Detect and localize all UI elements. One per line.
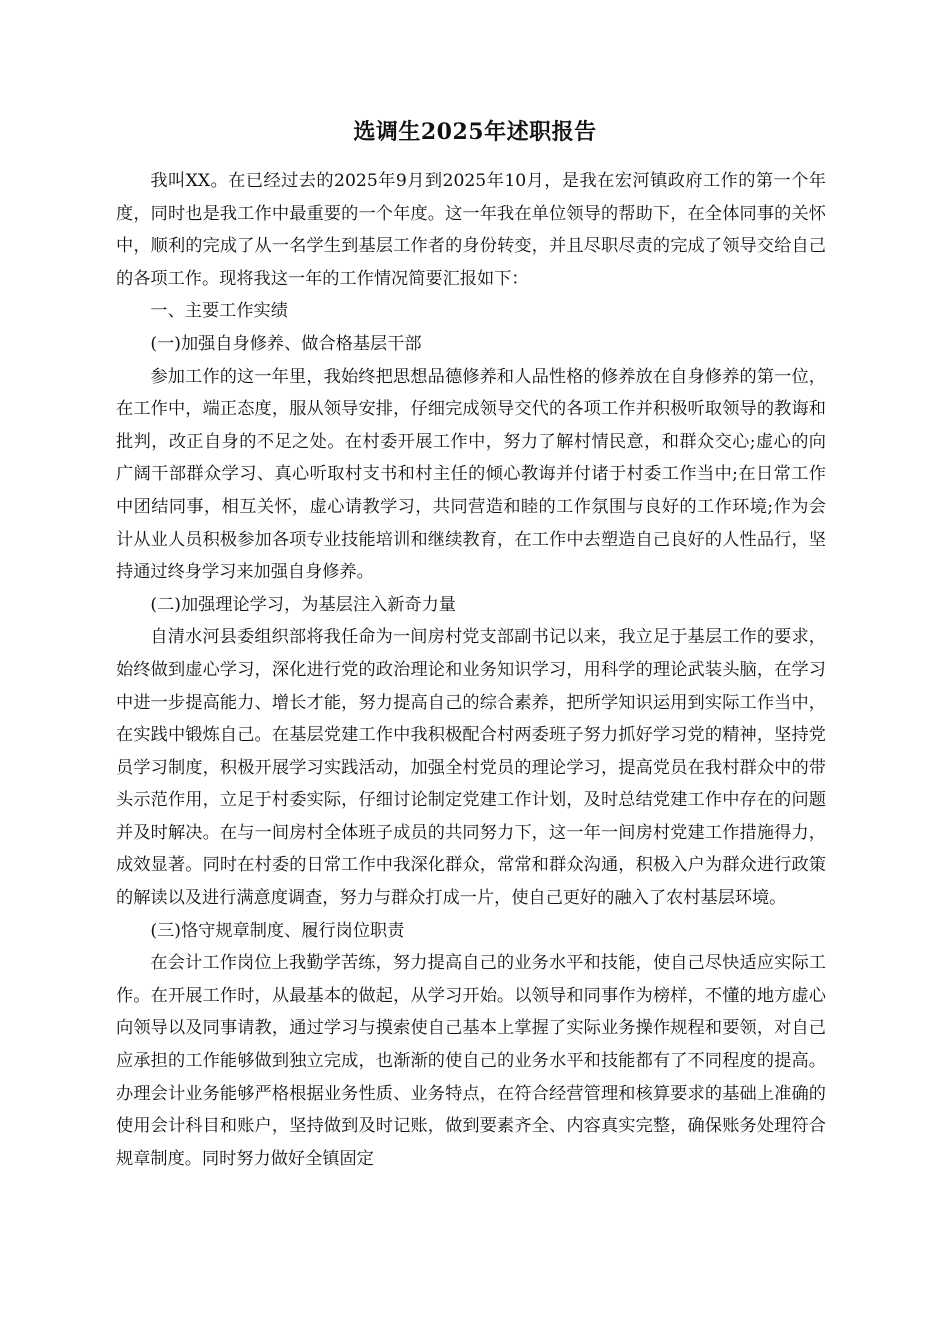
- paragraph-theory-study: 自清水河县委组织部将我任命为一间房村党支部副书记以来，我立足于基层工作的要求，始终做到虚心学习，深化进行党的政治理论和业务知识学习，用科学的理论武装头脑，在学习中进一步提高能力、增长才能，努力提高自己的综合素养，把所学知识运用到实际工作当中，在实践中锻炼自己。在基层党建工作中我积极配合村两委班子努力抓好学习党的精神，坚持党员学习制度，积极开展学习实践活动，加强全村党员的理论学习，提高党员在我村群众中的带头示范作用，立足于村委实际，仔细讨论制定党建工作计划，及时总结党建工作中存在的问题并及时解决。在与一间房村全体班子成员的共同努力下，这一年一间房村党建工作措施得力，成效显著。同时在村委的日常工作中我深化群众，常常和群众沟通，积极入户为群众进行政策的解读以及进行满意度调查，努力与群众打成一片，使自己更好的融入了农村基层环境。: [116, 627, 826, 909]
- document-body: [116, 165, 826, 1175]
- subsection-heading-2: (二)加强理论学习，为基层注入新奇力量: [150, 594, 456, 615]
- document-title: 选调生2025年述职报告: [353, 119, 597, 145]
- paragraph-rules-duties: 在会计工作岗位上我勤学苦练，努力提高自己的业务水平和技能，使自己尽快适应实际工作。在开展工作时，从最基本的做起，从学习开始。以领导和同事作为榜样，不懂的地方虚心向领导以及同事请教，通过学习与摸索使自己基本上掌握了实际业务操作规程和要领，对自己应承担的工作能够做到独立完成，也渐渐的使自己的业务水平和技能都有了不同程度的提高。办理会计业务能够严格根据业务性质、业务特点，在符合经营管理和核算要求的基础上准确的使用会计科目和账户，坚持做到及时记账，做到要素齐全、内容真实完整，确保账务处理符合规章制度。同时努力做好全镇固定: [116, 953, 826, 1169]
- paragraph-intro: 我叫XX。在已经过去的2025年9月到2025年10月，是我在宏河镇政府工作的第一个年度，同时也是我工作中最重要的一个年度。这一年我在单位领导的帮助下，在全体同事的关怀中，顺利的完成了从一名学生到基层工作者的身份转变，并且尽职尽责的完成了领导交给自己的各项工作。现将我这一年的工作情况简要汇报如下：: [116, 171, 826, 289]
- paragraph-self-cultivation: 参加工作的这一年里，我始终把思想品德修养和人品性格的修养放在自身修养的第一位，在工作中，端正态度，服从领导安排，仔细完成领导交代的各项工作并积极听取领导的教诲和批判，改正自身的不足之处。在村委开展工作中，努力了解村情民意，和群众交心;虚心的向广阔干部群众学习、真心听取村支书和村主任的倾心教诲并付诸于村委工作当中;在日常工作中团结同事，相互关怀，虚心请教学习，共同营造和睦的工作氛围与良好的工作环境;作为会计从业人员积极参加各项专业技能培训和继续教育，在工作中去塑造自己良好的人性品行，坚持通过终身学习来加强自身修养。: [116, 366, 826, 583]
- subsection-heading-3: (三)恪守规章制度、履行岗位职责: [150, 920, 405, 941]
- section-heading-main-achievements: 一、主要工作实绩: [150, 301, 288, 322]
- subsection-heading-1: (一)加强自身修养、做合格基层干部: [150, 333, 422, 354]
